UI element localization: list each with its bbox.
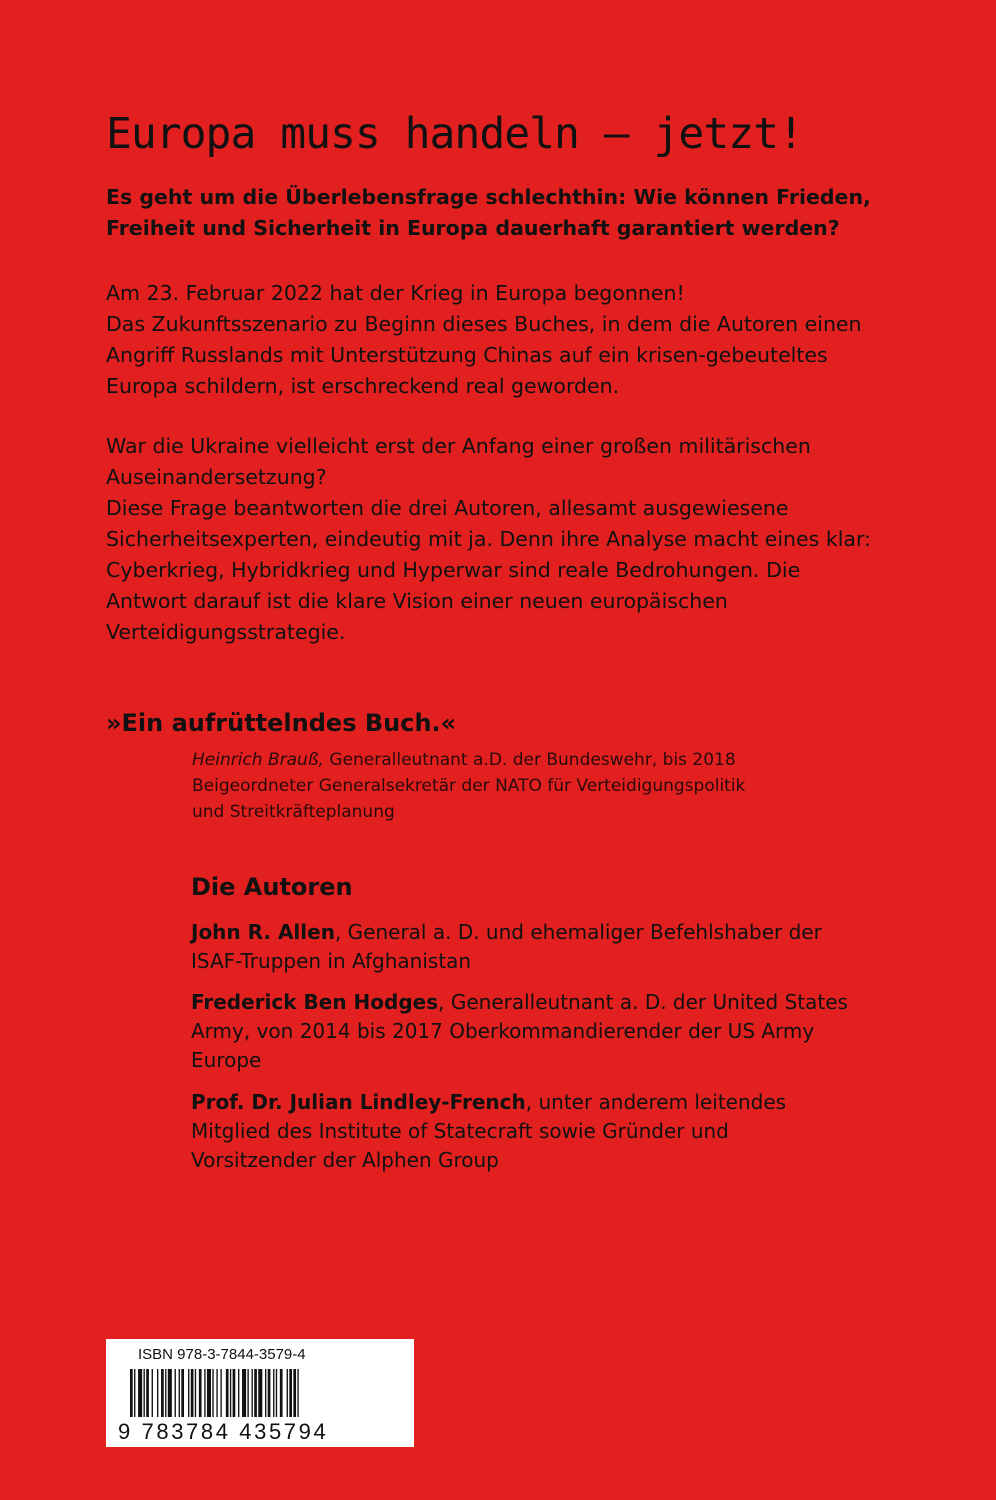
barcode-bar (287, 1369, 288, 1417)
barcode-bar (242, 1369, 246, 1417)
barcode-bar (130, 1369, 133, 1417)
author-name: John R. Allen (191, 920, 335, 944)
barcode-bar (207, 1369, 211, 1417)
barcode-bar (204, 1369, 205, 1417)
barcode-bar (230, 1369, 231, 1417)
barcode-bar (199, 1369, 202, 1417)
barcode-icon (130, 1369, 392, 1425)
isbn-barcode-box (106, 1339, 414, 1447)
quote-source-role: Generalleutnant a.D. der Bundeswehr, bis 2018 Beigeordneter Generalsekretär der NATO für Verteidigungspolitik und Streitkräfteplanung (192, 750, 746, 822)
barcode-bar (238, 1369, 239, 1417)
barcode-digits: 9 783784 435794 (118, 1419, 329, 1444)
intro-paragraph (106, 278, 886, 402)
barcode-bar (276, 1369, 277, 1417)
barcode-bar (268, 1369, 271, 1417)
barcode-bar (252, 1369, 253, 1417)
author-name: Prof. Dr. Julian Lindley-French (191, 1090, 526, 1114)
barcode-bar (161, 1369, 164, 1417)
intro-line-1: Am 23. Februar 2022 hat der Krieg in Europa begonnen! (106, 281, 685, 305)
barcode-bar (212, 1369, 213, 1417)
quote-source (192, 747, 752, 825)
author-bio: , Generalleutnant a. D. der United States Army, von 2014 bis 2017 Oberkommandierender der US Army Europe (191, 990, 848, 1072)
barcode-bar (273, 1369, 274, 1417)
barcode-bar (152, 1369, 153, 1417)
barcode-bar (134, 1369, 135, 1417)
author-bio: , General a. D. und ehemaliger Befehlshaber der ISAF-Truppen in Afghanistan (191, 920, 822, 973)
barcode-bar (265, 1369, 266, 1417)
barcode-bar (181, 1369, 184, 1417)
barcode-bar (138, 1369, 142, 1417)
authors-heading: Die Autoren (191, 873, 353, 901)
barcode-bar (175, 1369, 176, 1417)
isbn-label: ISBN 978-3-7844-3579-4 (138, 1346, 306, 1363)
barcode-bar (168, 1369, 172, 1417)
barcode-bar (233, 1369, 236, 1417)
review-quote: »Ein aufrüttelndes Buch.« (106, 709, 457, 737)
barcode-bar (191, 1369, 194, 1417)
barcode-bar (258, 1369, 262, 1417)
quote-source-name: Heinrich Brauß, (192, 750, 324, 770)
author-bio: , unter anderem leitendes Mitglied des Institute of Statecraft sowie Gründer und Vorsitzender der Alphen Group (191, 1090, 787, 1172)
barcode-bar (157, 1369, 158, 1417)
barcode-bar (226, 1369, 229, 1417)
headline: Europa muss handeln – jetzt! (106, 109, 803, 159)
barcode-bar (146, 1369, 149, 1417)
author-name: Frederick Ben Hodges (191, 990, 439, 1014)
barcode-bar (216, 1369, 217, 1417)
intro-line-2: Das Zukunftsszenario zu Beginn dieses Buches, in dem die Autoren einen Angriff Russlands mit Unterstützung Chinas auf ein krisen-gebeuteltes Europa schildern, ist erschreckend real geworden. (106, 312, 862, 398)
barcode-bar (195, 1369, 196, 1417)
analysis-line-2: Diese Frage beantworten die drei Autoren, allesamt ausgewiesene Sicherheitsexperten, eindeutig mit ja. Denn ihre Analyse macht eines klar: Cyberkrieg, Hybridkrieg und Hyperwar sind reale Bedrohungen. Die Antwort darauf ist die klare Vision einer neuen europäischen Verteidigungsstrategie. (106, 496, 871, 644)
barcode-bar (188, 1369, 189, 1417)
barcode-bar (165, 1369, 166, 1417)
barcode-bar (293, 1369, 296, 1417)
lead-question: Es geht um die Überlebensfrage schlechthin: Wie können Frieden, Freiheit und Sicherheit in Europa dauerhaft garantiert werden? (106, 185, 871, 240)
analysis-paragraph (106, 431, 886, 648)
barcode-bar (220, 1369, 221, 1417)
author-hodges (191, 988, 851, 1075)
barcode-bar (280, 1369, 283, 1417)
author-lindley-french (191, 1088, 851, 1175)
barcode-bar (289, 1369, 292, 1417)
author-allen (191, 918, 851, 976)
barcode-bar (247, 1369, 248, 1417)
analysis-line-1: War die Ukraine vielleicht erst der Anfang einer großen militärischen Auseinandersetzung? (106, 434, 811, 489)
barcode-bar (179, 1369, 180, 1417)
barcode-bar (297, 1369, 298, 1417)
barcode-bar (254, 1369, 257, 1417)
barcode-bar (144, 1369, 145, 1417)
